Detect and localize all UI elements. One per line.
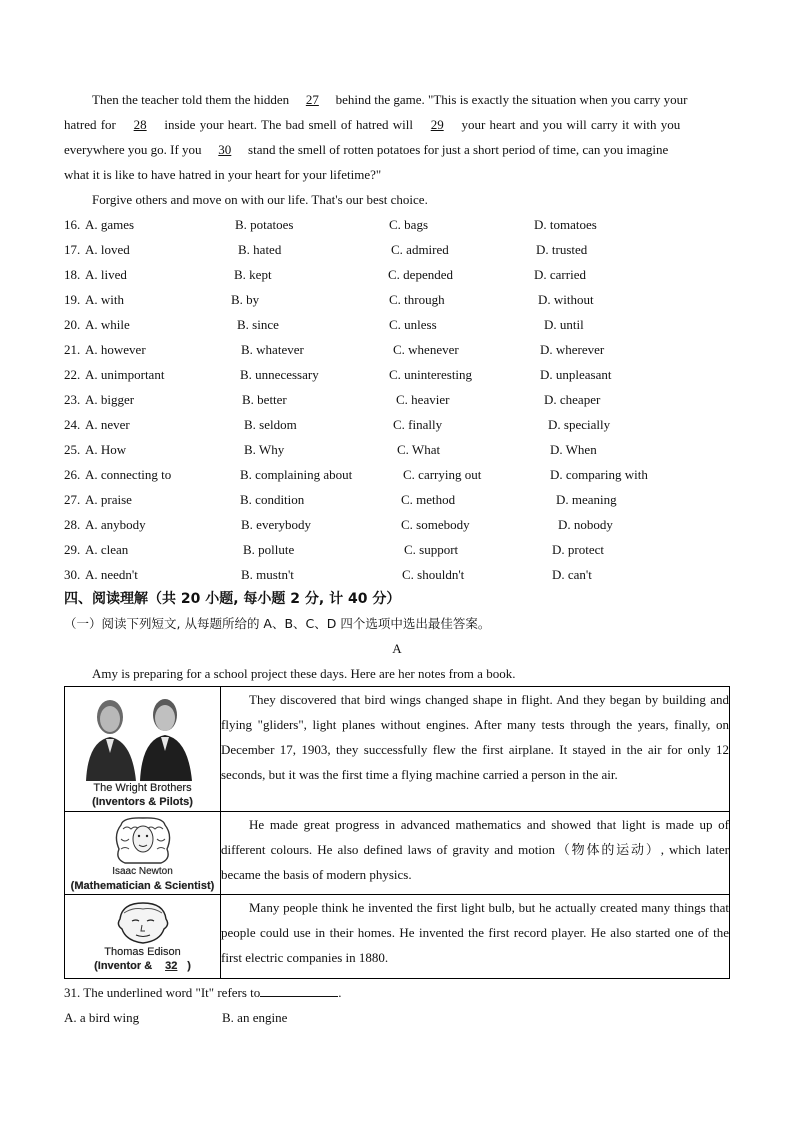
question-number: 26.	[64, 467, 81, 482]
question-row	[64, 387, 730, 412]
note-row	[65, 812, 730, 895]
option-a[interactable]: A. clean	[85, 542, 129, 557]
option-a[interactable]: A. games	[85, 217, 135, 232]
option-b[interactable]: B. by	[231, 292, 260, 307]
option-b[interactable]: B. better	[242, 392, 287, 407]
question-row	[64, 512, 730, 537]
option-c[interactable]: C. somebody	[401, 517, 470, 532]
option-d[interactable]: D. until	[544, 317, 584, 332]
wright-brothers-text: They discovered that bird wings changed shape in flight. And they began by building and flying "gliders", light planes without engines. After many tests through the years, finally, on December 17, 1903, they successfully flew the first airplane. It stayed in the air for only 12 seconds, but it was the first time a flying machine carried a person in the air.	[221, 687, 730, 812]
isaac-newton-text: He made great progress in advanced mathematics and showed that light is made up of different colours. He also defined laws of gravity and motion（物体的运动）, which later became the basis of modern physics.	[221, 812, 730, 895]
option-c[interactable]: C. admired	[391, 242, 449, 257]
cloze-passage	[64, 87, 730, 212]
question-row	[64, 487, 730, 512]
passage-intro: Amy is preparing for a school project these days. Here are her notes from a book.	[92, 666, 516, 681]
passage-label: A	[392, 641, 402, 656]
option-c[interactable]: C. What	[397, 442, 441, 457]
question-number: 17.	[64, 242, 81, 257]
question-row	[64, 337, 730, 362]
option-a[interactable]: A. with	[85, 292, 124, 307]
question-number: 16.	[64, 217, 81, 232]
option-c[interactable]: C. carrying out	[403, 467, 482, 482]
option-c[interactable]: C. uninteresting	[389, 367, 473, 382]
option-d[interactable]: D. can't	[552, 567, 592, 582]
question-row	[64, 537, 730, 562]
note-row	[65, 687, 730, 812]
passage-closing: Forgive others and move on with our life. That's our best choice.	[92, 192, 428, 207]
option-d[interactable]: D. cheaper	[544, 392, 601, 407]
option-b[interactable]: B. since	[237, 317, 279, 332]
option-b[interactable]: B. Why	[244, 442, 285, 457]
option-a[interactable]: A. however	[85, 342, 146, 357]
question-row	[64, 212, 730, 237]
option-b[interactable]: B. everybody	[241, 517, 312, 532]
wright-caption-role: (Inventors & Pilots)	[92, 796, 193, 808]
option-d[interactable]: D. nobody	[558, 517, 613, 532]
question-number: 25.	[64, 442, 81, 457]
option-b[interactable]: B. unnecessary	[240, 367, 319, 382]
passage-line-2: hatred for 28 inside your heart. The bad smell of hatred will 29 your heart and you will carry it with you	[64, 112, 730, 137]
option-d[interactable]: D. When	[550, 442, 597, 457]
question-number: 18.	[64, 267, 81, 282]
notes-table	[64, 686, 730, 979]
question-row	[64, 462, 730, 487]
wright-brothers-cell	[65, 687, 221, 812]
question-row	[64, 562, 730, 587]
option-b[interactable]: B. hated	[238, 242, 282, 257]
option-c[interactable]: C. depended	[388, 267, 453, 282]
option-a[interactable]: A. connecting to	[85, 467, 172, 482]
option-31-a[interactable]: A. a bird wing	[64, 1010, 140, 1025]
option-d[interactable]: D. specially	[548, 417, 611, 432]
newton-caption-role: (Mathematician & Scientist)	[70, 880, 215, 892]
blank-28: 28	[133, 117, 147, 132]
passage-line-3: everywhere you go. If you 30 stand the smell of rotten potatoes for just a short period of time, can you imagine	[64, 137, 730, 162]
question-row	[64, 237, 730, 262]
question-number: 30.	[64, 567, 81, 582]
question-row	[64, 262, 730, 287]
option-b[interactable]: B. kept	[234, 267, 272, 282]
option-c[interactable]: C. bags	[389, 217, 428, 232]
option-c[interactable]: C. through	[389, 292, 445, 307]
edison-caption-name: Thomas Edison	[104, 946, 181, 958]
question-row	[64, 287, 730, 312]
thomas-edison-portrait-icon	[98, 901, 188, 945]
option-a[interactable]: A. never	[85, 417, 130, 432]
option-d[interactable]: D. comparing with	[550, 467, 648, 482]
option-a[interactable]: A. bigger	[85, 392, 135, 407]
question-number: 27.	[64, 492, 81, 507]
option-d[interactable]: D. protect	[552, 542, 604, 557]
option-a[interactable]: A. lived	[85, 267, 127, 282]
thomas-edison-cell	[65, 895, 221, 979]
blank-32: 32	[165, 960, 178, 972]
passage-line-1: Then the teacher told them the hidden 27 behind the game. "This is exactly the situation when you carry your	[64, 87, 730, 112]
option-a[interactable]: A. unimportant	[85, 367, 165, 382]
isaac-newton-portrait-icon	[93, 815, 193, 865]
option-c[interactable]: C. finally	[393, 417, 443, 432]
option-c[interactable]: C. whenever	[393, 342, 459, 357]
option-a[interactable]: A. loved	[85, 242, 130, 257]
option-c[interactable]: C. support	[404, 542, 459, 557]
option-a[interactable]: A. needn't	[85, 567, 138, 582]
option-d[interactable]: D. tomatoes	[534, 217, 597, 232]
option-a[interactable]: A. while	[85, 317, 130, 332]
question-row	[64, 412, 730, 437]
question-number: 19.	[64, 292, 81, 307]
option-d[interactable]: D. wherever	[540, 342, 605, 357]
question-row	[64, 437, 730, 462]
option-b[interactable]: B. mustn't	[241, 567, 294, 582]
edison-caption-role: (Inventor & 32 )	[94, 960, 191, 972]
option-b[interactable]: B. seldom	[244, 417, 297, 432]
section-instruction: （一）阅读下列短文, 从每题所给的 A、B、C、D 四个选项中选出最佳答案。	[64, 616, 491, 631]
newton-caption-name: Isaac Newton	[112, 866, 173, 877]
isaac-newton-cell	[65, 812, 221, 895]
option-b[interactable]: B. complaining about	[240, 467, 353, 482]
option-d[interactable]: D. without	[538, 292, 594, 307]
question-number: 23.	[64, 392, 81, 407]
option-31-b[interactable]: B. an engine	[222, 1010, 288, 1025]
option-b[interactable]: B. whatever	[241, 342, 304, 357]
blank-30: 30	[218, 142, 232, 157]
question-number: 20.	[64, 317, 81, 332]
question-number: 22.	[64, 367, 81, 382]
option-a[interactable]: A. praise	[85, 492, 132, 507]
option-a[interactable]: A. How	[85, 442, 127, 457]
question-number: 24.	[64, 417, 81, 432]
answer-blank-31[interactable]	[260, 982, 338, 997]
option-b[interactable]: B. condition	[240, 492, 305, 507]
option-d[interactable]: D. meaning	[556, 492, 617, 507]
option-c[interactable]: C. heavier	[396, 392, 450, 407]
question-number: 21.	[64, 342, 81, 357]
wright-caption-name: The Wright Brothers	[93, 782, 192, 794]
note-row	[65, 895, 730, 979]
thomas-edison-text: Many people think he invented the first light bulb, but he actually created many things that people could use in their homes. He invented the first record player. He also started one of the first electric companies in 1880.	[221, 895, 730, 979]
option-a[interactable]: A. anybody	[85, 517, 146, 532]
blank-29: 29	[430, 117, 444, 132]
question-row	[64, 312, 730, 337]
option-d[interactable]: D. carried	[534, 267, 586, 282]
option-c[interactable]: C. unless	[389, 317, 437, 332]
option-c[interactable]: C. method	[401, 492, 456, 507]
question-number: 28.	[64, 517, 81, 532]
question-row	[64, 362, 730, 387]
option-b[interactable]: B. pollute	[243, 542, 295, 557]
question-number: 29.	[64, 542, 81, 557]
blank-27: 27	[305, 92, 319, 107]
option-b[interactable]: B. potatoes	[235, 217, 294, 232]
wright-brothers-portrait-icon	[68, 691, 218, 781]
section-title: 四、阅读理解（共 20 小题, 每小题 2 分, 计 40 分）	[64, 591, 401, 607]
question-31: 31. The underlined word "It" refers to .	[64, 981, 342, 1005]
option-d[interactable]: D. unpleasant	[540, 367, 612, 382]
passage-line-4: what it is like to have hatred in your heart for your lifetime?"	[64, 167, 382, 182]
option-d[interactable]: D. trusted	[536, 242, 588, 257]
option-c[interactable]: C. shouldn't	[402, 567, 465, 582]
